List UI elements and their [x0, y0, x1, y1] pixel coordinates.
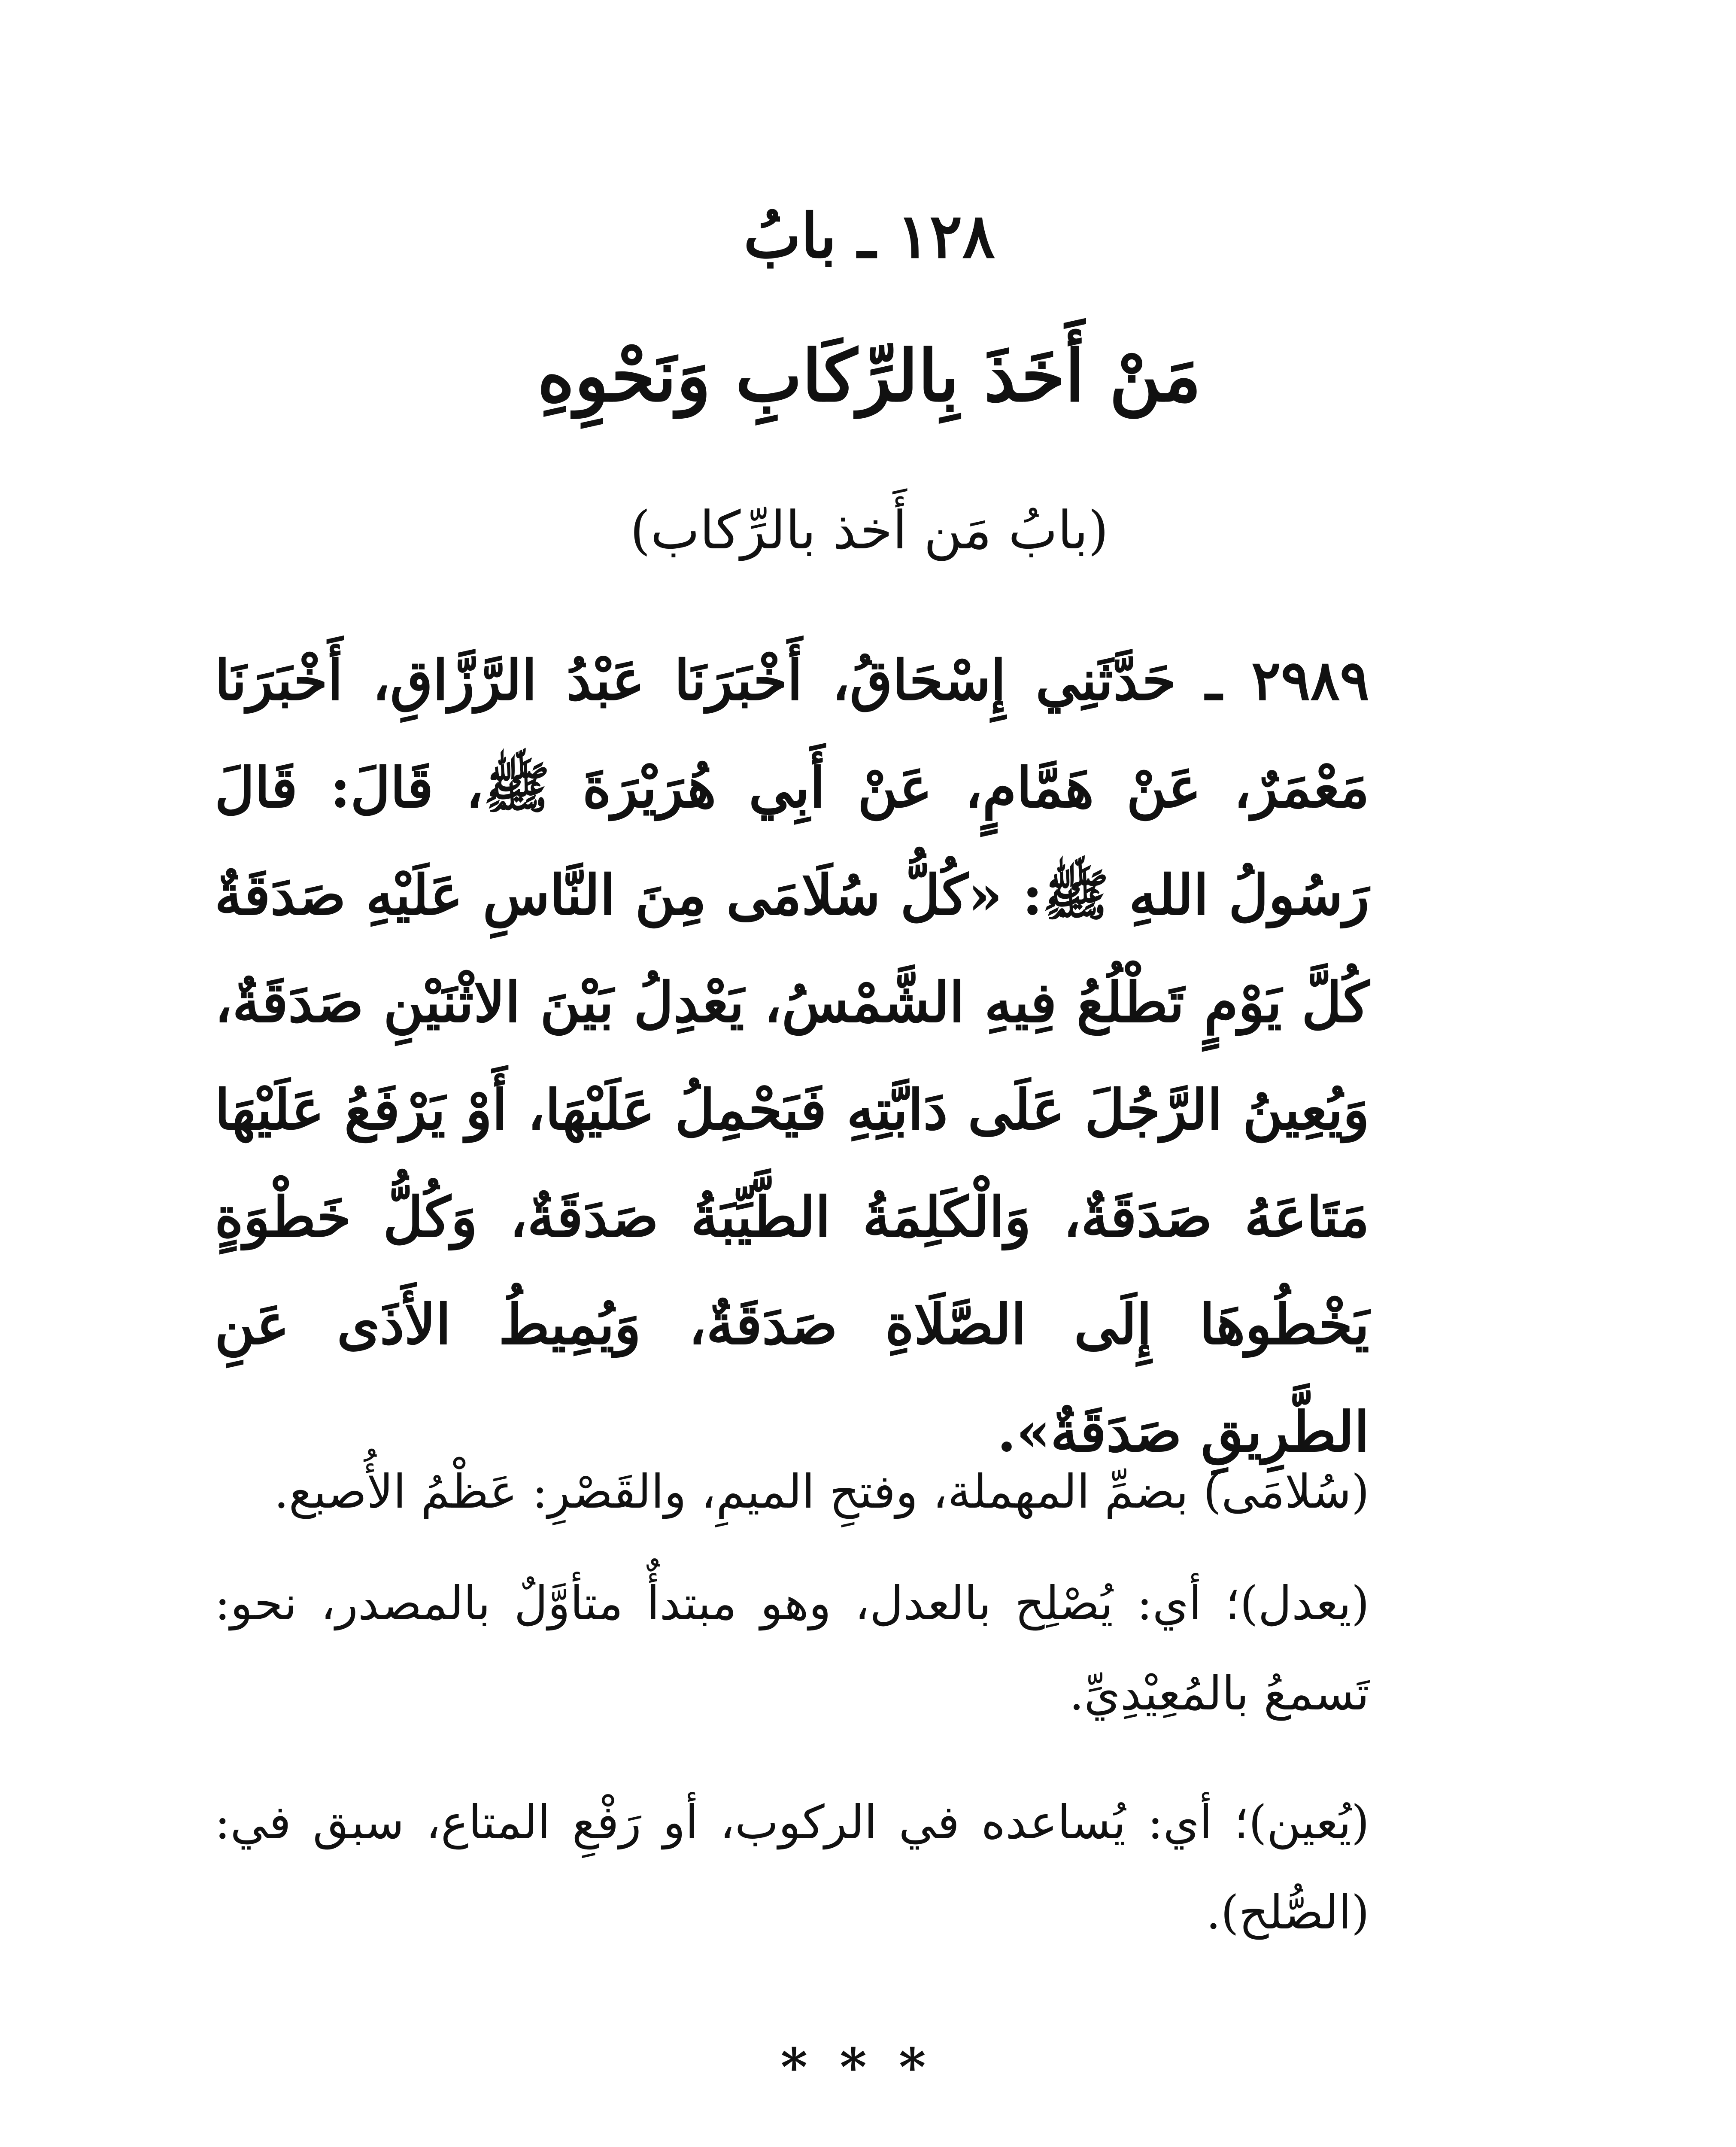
hadith-text: ٢٩٨٩ ـ حَدَّثَنِي إِسْحَاقُ، أَخْبَرَنَا عَبْدُ الرَّزَّاقِ، أَخْبَرَنَا مَعْمَرٌ، عَنْ هَمَّامٍ، عَنْ أَبِي هُرَيْرَةَ ﷺ، قَالَ: قَالَ رَسُولُ اللهِ ﷺ: «كُلُّ سُلَامَى مِنَ النَّاسِ عَلَيْهِ صَدَقَةٌ كُلَّ يَوْمٍ تَطْلُعُ فِيهِ الشَّمْسُ، يَعْدِلُ بَيْنَ الاثْنَيْنِ صَدَقَةٌ، وَيُعِينُ الرَّجُلَ عَلَى دَابَّتِهِ فَيَحْمِلُ عَلَيْهَا، أَوْ يَرْفَعُ عَلَيْهَا مَتَاعَهُ صَدَقَةٌ، وَالْكَلِمَةُ الطَّيِّبَةُ صَدَقَةٌ، وَكُلُّ خَطْوَةٍ يَخْطُوهَا إِلَى الصَّلَاةِ صَدَقَةٌ، وَيُمِيطُ الأَذَى عَنِ الطَّرِيقِ صَدَقَةٌ».	[195, 648, 1369, 1464]
note-yuin: (يُعين)؛ أي: يُساعده في الركوب، أو رَفْعِ المتاع، سبق في: (الصُّلح).	[200, 1796, 1369, 1940]
chapter-title: مَنْ أَخَذَ بِالرِّكَابِ وَنَحْوِهِ	[537, 334, 1202, 417]
note-yadil: (يعدل)؛ أي: يُصْلِح بالعدل، وهو مبتدأٌ متأوَّلٌ بالمصدر، نحو: تَسمعُ بالمُعِيْدِيِّ.	[200, 1577, 1369, 1721]
note-salama: (سُلامَى) بضمِّ المهملة، وفتحِ الميمِ، والقَصْرِ: عَظْمُ الأُصبع.	[274, 1465, 1369, 1519]
chapter-subtitle: (بابُ مَن أَخذ بالرِّكاب)	[630, 500, 1109, 561]
section-separator: ***	[780, 2037, 958, 2098]
chapter-number-heading: ١٢٨ ـ بابُ	[744, 201, 995, 272]
